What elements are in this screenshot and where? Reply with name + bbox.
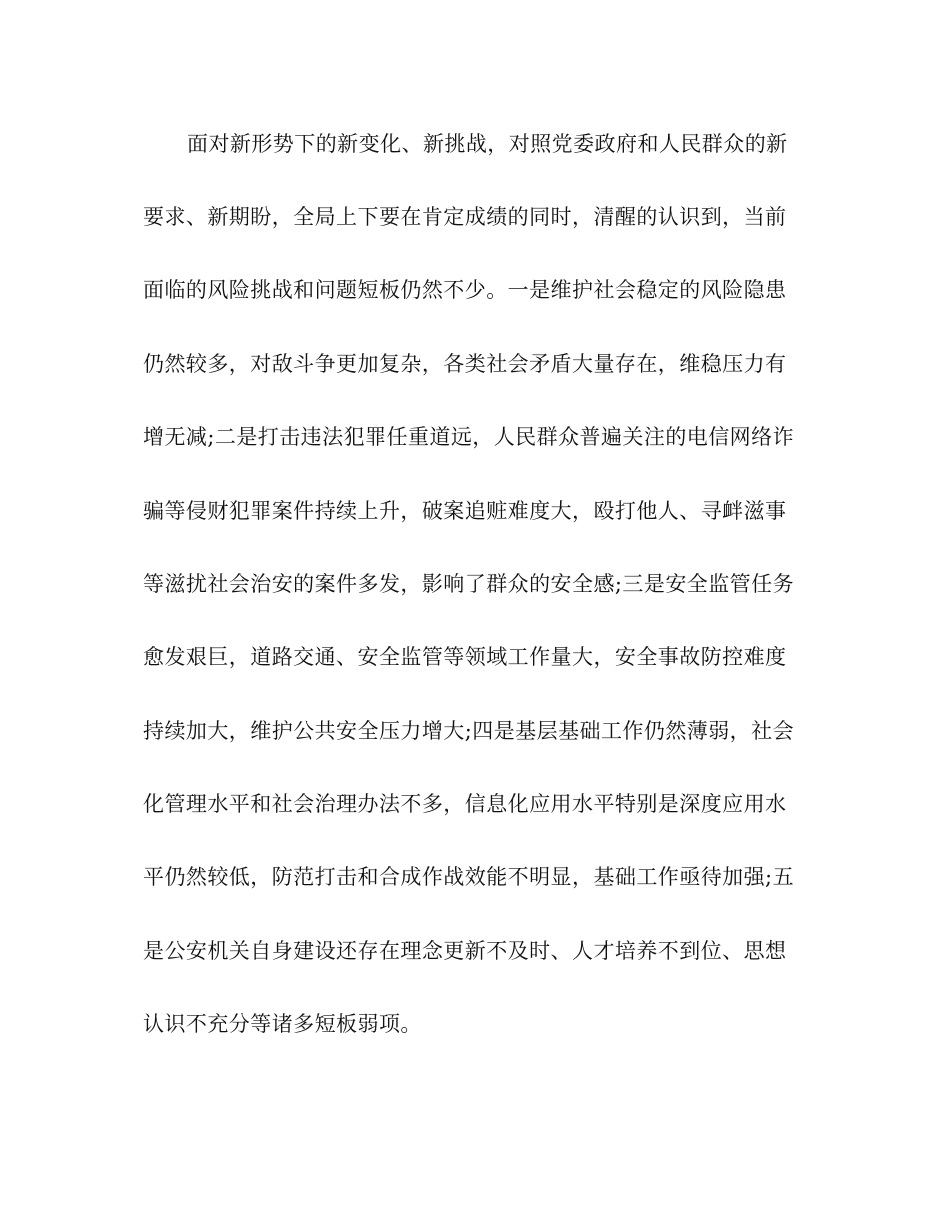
paragraph-line: 平仍然较低，防范打击和合成作战效能不明显，基础工作亟待加强;五 xyxy=(143,865,795,889)
paragraph-line: 增无减;二是打击违法犯罪任重道远，人民群众普遍关注的电信网络诈 xyxy=(143,425,795,449)
paragraph-line: 认识不充分等诸多短板弱项。 xyxy=(143,1012,422,1036)
paragraph-line: 要求、新期盼，全局上下要在肯定成绩的同时，清醒的认识到，当前 xyxy=(143,205,787,229)
paragraph-line: 是公安机关自身建设还存在理念更新不及时、人才培养不到位、思想 xyxy=(143,939,787,963)
paragraph-line: 面临的风险挑战和问题短板仍然不少。一是维护社会稳定的风险隐患 xyxy=(143,278,787,302)
paragraph-line: 面对新形势下的新变化、新挑战，对照党委政府和人民群众的新 xyxy=(187,132,788,156)
paragraph-line: 化管理水平和社会治理办法不多，信息化应用水平特别是深度应用水 xyxy=(143,792,787,816)
paragraph-line: 骗等侵财犯罪案件持续上升，破案追赃难度大，殴打他人、寻衅滋事 xyxy=(143,499,787,523)
paragraph-line: 仍然较多，对敌斗争更加复杂，各类社会矛盾大量存在，维稳压力有 xyxy=(143,352,787,376)
paragraph-line: 持续加大，维护公共安全压力增大;四是基层基础工作仍然薄弱，社会 xyxy=(143,719,795,743)
paragraph-line: 等滋扰社会治安的案件多发，影响了群众的安全感;三是安全监管任务 xyxy=(143,572,795,596)
paragraph-line: 愈发艰巨，道路交通、安全监管等领域工作量大，安全事故防控难度 xyxy=(143,645,787,669)
